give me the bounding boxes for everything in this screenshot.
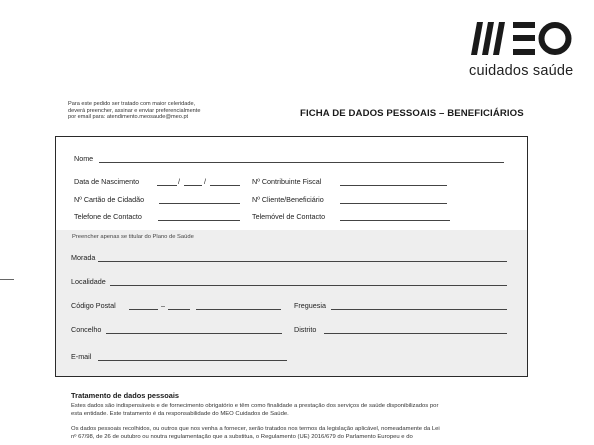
birth-day-field[interactable] — [157, 185, 177, 186]
distrito-label: Distrito — [294, 325, 317, 334]
email-label: E-mail — [71, 352, 92, 361]
birth-month-field[interactable] — [184, 185, 202, 186]
concelho-field[interactable] — [106, 333, 282, 334]
instruction-line: por email para: atendimento.meosaude@meo.pt — [68, 114, 189, 120]
form-title: FICHA DE DADOS PESSOAIS – BENEFICIÁRIOS — [300, 108, 524, 119]
cliente-beneficiario-label: Nº Cliente/Beneficiário — [252, 195, 324, 204]
paragraph-line: nº 67/98, de 26 de outubro ou noutra regulamentação que a substitua, o Regulamento (UE) 2016/679 do Parlamento Europeu e do — [71, 434, 413, 440]
concelho-label: Concelho — [71, 325, 102, 334]
distrito-field[interactable] — [324, 333, 507, 334]
codigo-postal-label: Código Postal — [71, 301, 116, 310]
holder-only-note: Preencher apenas se titular do Plano de Saúde — [72, 234, 194, 240]
cartao-cidadao-label: Nº Cartão de Cidadão — [74, 195, 145, 204]
paragraph-line: Estes dados são indispensáveis e de fornecimento obrigatório e têm como finalidade a prestação dos serviços de saúde disponibilizados por — [71, 403, 439, 409]
morada-field[interactable] — [98, 261, 507, 262]
nome-label: Nome — [74, 154, 94, 163]
telefone-field[interactable] — [158, 220, 240, 221]
holder-only-section — [56, 230, 527, 376]
margin-mark — [0, 279, 14, 280]
birth-year-field[interactable] — [210, 185, 240, 186]
contribuinte-label: Nº Contribuinte Fiscal — [252, 177, 322, 186]
postal-locality-field[interactable] — [196, 309, 281, 310]
paragraph-line: Os dados pessoais recolhidos, ou outros que nos venha a fornecer, serão tratados nos termos da legislação aplicável, nomeadamente da Lei — [71, 426, 440, 432]
cliente-beneficiario-field[interactable] — [340, 203, 447, 204]
instruction-line: Para este pedido ser tratado com maior celeridade, — [68, 101, 196, 107]
date-separator: / — [178, 177, 180, 186]
meo-logo — [469, 18, 573, 58]
telemovel-label: Telemóvel de Contacto — [252, 212, 326, 221]
instruction-line: deverá preencher, assinar e enviar preferencialmente — [68, 107, 201, 114]
paragraph-line: esta entidade. Este tratamento é da responsabilidade do MEO Cuidados de Saúde. — [71, 411, 289, 417]
telefone-label: Telefone de Contacto — [74, 212, 142, 221]
privacy-paragraph — [71, 402, 531, 418]
submission-instructions — [68, 101, 200, 121]
privacy-title: Tratamento de dados pessoais — [71, 391, 180, 400]
email-field[interactable] — [98, 360, 287, 361]
postal-code-prefix-field[interactable] — [129, 309, 158, 310]
cartao-cidadao-field[interactable] — [159, 203, 240, 204]
privacy-paragraph — [71, 425, 531, 441]
contribuinte-field[interactable] — [340, 185, 447, 186]
postal-separator: – — [161, 301, 165, 310]
freguesia-field[interactable] — [331, 309, 507, 310]
morada-label: Morada — [71, 253, 96, 262]
postal-code-suffix-field[interactable] — [168, 309, 190, 310]
logo-subtitle: cuidados saúde — [469, 63, 574, 79]
localidade-field[interactable] — [110, 285, 507, 286]
localidade-label: Localidade — [71, 277, 106, 286]
nome-field[interactable] — [99, 162, 504, 163]
freguesia-label: Freguesia — [294, 301, 326, 310]
telemovel-field[interactable] — [340, 220, 450, 221]
date-separator: / — [204, 177, 206, 186]
data-nascimento-label: Data de Nascimento — [74, 177, 140, 186]
